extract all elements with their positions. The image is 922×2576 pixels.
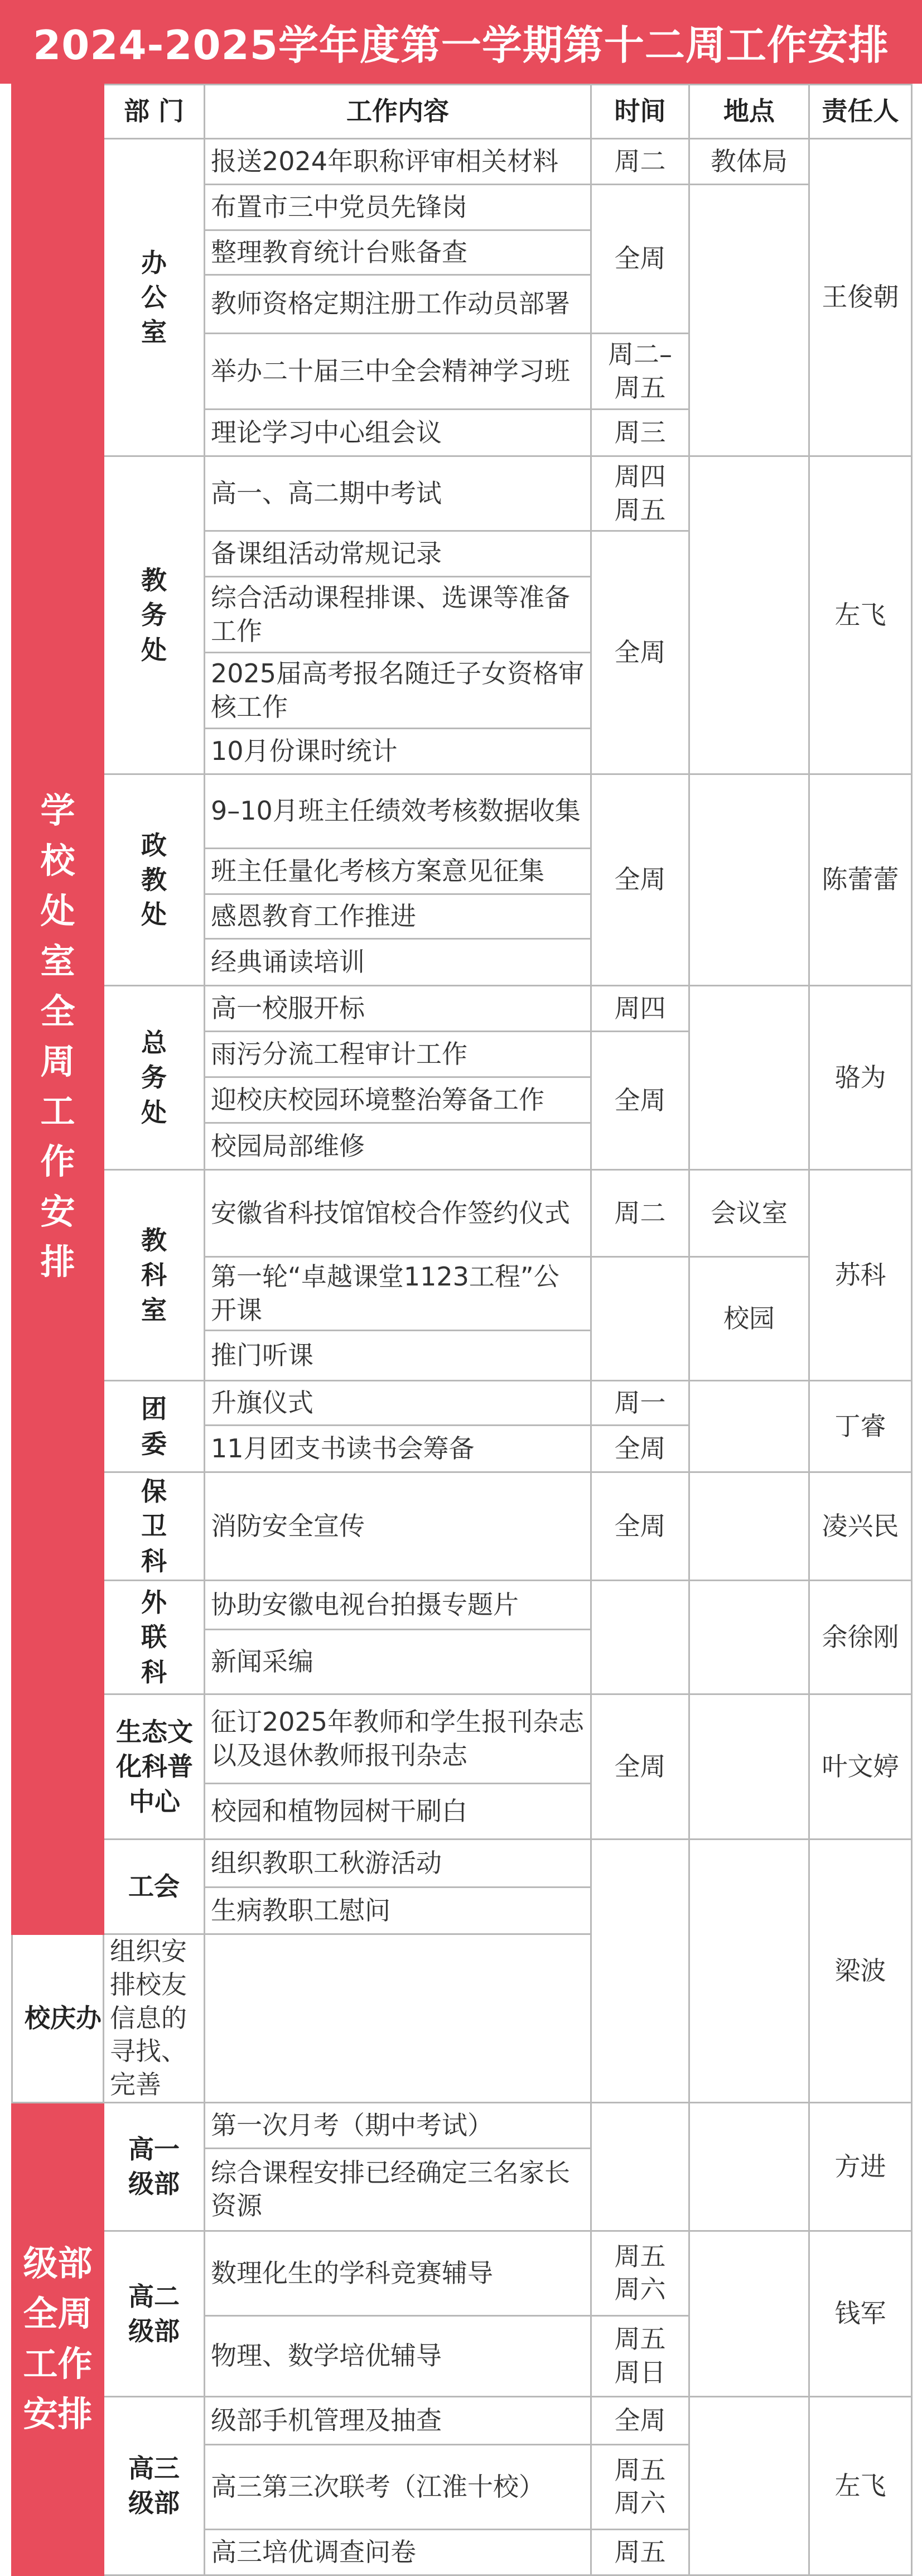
time-cell: [591, 1840, 689, 2103]
task-cell: 高三培优调查问卷: [205, 2529, 591, 2575]
table-row: [12, 774, 912, 849]
task-cell: 安徽省科技馆馆校合作签约仪式: [205, 1170, 591, 1257]
time-cell: 周五周日: [591, 2315, 689, 2396]
person-external: 余徐刚: [809, 1581, 912, 1694]
time-cell: 全周: [591, 1426, 689, 1472]
table-row: [12, 986, 912, 1032]
place-cell: [689, 456, 809, 774]
time-cell: 周五周六: [591, 2444, 689, 2529]
place-cell: [689, 1581, 809, 1694]
dept-office: 办公室: [104, 139, 205, 456]
time-cell: [591, 1257, 689, 1381]
table-row: [12, 139, 912, 185]
place-cell: [689, 1381, 809, 1472]
person-research: 苏科: [809, 1170, 912, 1381]
header-person: 责任人: [809, 85, 912, 139]
person-g3: 左飞: [809, 2396, 912, 2575]
page-title: 2024-2025学年度第一学期第十二周工作安排: [0, 0, 922, 84]
time-cell: 全周: [591, 185, 689, 334]
task-cell: 理论学习中心组会议: [205, 410, 591, 456]
section-school: 学校处室全周工作安排: [12, 139, 104, 1934]
time-cell: 周二: [591, 139, 689, 185]
table-row: [12, 1170, 912, 1257]
time-cell: 全周: [591, 531, 689, 774]
task-cell: 协助安徽电视台拍摄专题片: [205, 1581, 591, 1630]
task-cell: 布置市三中党员先锋岗: [205, 185, 591, 230]
person-academic: 左飞: [809, 456, 912, 774]
person-office: 王俊朝: [809, 139, 912, 456]
table-row: [12, 2102, 912, 2148]
time-cell: 全周: [591, 1032, 689, 1170]
header-row: [12, 85, 912, 139]
table-row: [12, 1472, 912, 1581]
task-cell: 雨污分流工程审计工作: [205, 1032, 591, 1077]
time-cell: 周二–周五: [591, 334, 689, 410]
place-cell: [689, 986, 809, 1170]
table-row: [12, 1694, 912, 1784]
table-row: [12, 1381, 912, 1426]
time-cell: 周二: [591, 1170, 689, 1257]
table-row: [12, 1581, 912, 1630]
place-cell: [689, 774, 809, 986]
person-g1: 方进: [809, 2102, 912, 2231]
task-cell: 组织安排校友信息的寻找、完善: [104, 1934, 205, 2103]
time-cell: 全周: [591, 2396, 689, 2444]
task-cell: 综合活动课程排课、选课等准备工作: [205, 577, 591, 653]
task-cell: 新闻采编: [205, 1630, 591, 1694]
task-cell: 级部手机管理及抽查: [205, 2396, 591, 2444]
time-cell: 全周: [591, 774, 689, 986]
task-cell: 报送2024年职称评审相关材料: [205, 139, 591, 185]
task-cell: 整理教育统计台账备查: [205, 230, 591, 275]
task-cell: 第一次月考（期中考试）: [205, 2102, 591, 2148]
person-security: 凌兴民: [809, 1472, 912, 1581]
task-cell: 备课组活动常规记录: [205, 531, 591, 577]
task-cell: 高一校服开标: [205, 986, 591, 1032]
task-cell: 迎校庆校园环境整治筹备工作: [205, 1077, 591, 1123]
task-cell: 推门听课: [205, 1331, 591, 1381]
task-cell: 高一、高二期中考试: [205, 456, 591, 531]
header-place: 地点: [689, 85, 809, 139]
dept-g2: 高二级部: [104, 2231, 205, 2396]
task-cell: 2025届高考报名随迁子女资格审核工作: [205, 653, 591, 729]
task-cell: 征订2025年教师和学生报刊杂志以及退休教师报刊杂志: [205, 1694, 591, 1784]
dept-eco: 生态文化科普中心: [104, 1694, 205, 1840]
place-cell: [689, 1694, 809, 1840]
task-cell: 经典诵读培训: [205, 939, 591, 986]
time-cell: 全周: [591, 1694, 689, 1840]
table-row: [12, 2231, 912, 2315]
dept-general: 总务处: [104, 986, 205, 1170]
task-cell: 11月团支书读书会筹备: [205, 1426, 591, 1472]
time-cell: 周四: [591, 986, 689, 1032]
task-cell: 生病教职工慰问: [205, 1888, 591, 1934]
task-cell: 数理化生的学科竞赛辅导: [205, 2231, 591, 2315]
task-cell: 感恩教育工作推进: [205, 894, 591, 939]
header-corner: [12, 85, 104, 139]
time-cell: 全周: [591, 1472, 689, 1581]
place-cell: 教体局: [689, 139, 809, 185]
table-row: [12, 1840, 912, 1888]
task-cell: 高三第三次联考（江淮十校）: [205, 2444, 591, 2529]
task-cell: 综合课程安排已经确定三名家长资源: [205, 2148, 591, 2231]
dept-league: 团委: [104, 1381, 205, 1472]
dept-g3: 高三级部: [104, 2396, 205, 2575]
place-cell: 校园: [689, 1257, 809, 1381]
time-cell: [591, 2102, 689, 2231]
person-league: 丁睿: [809, 1381, 912, 1472]
place-cell: [689, 2231, 809, 2396]
dept-research: 教科室: [104, 1170, 205, 1381]
person-eco: 叶文婷: [809, 1694, 912, 1840]
dept-union: 工会: [104, 1840, 205, 1934]
time-cell: 周五: [591, 2529, 689, 2575]
task-cell: 教师资格定期注册工作动员部署: [205, 275, 591, 334]
place-cell: [689, 1840, 809, 2103]
task-cell: 10月份课时统计: [205, 729, 591, 774]
dept-political: 政教处: [104, 774, 205, 986]
task-cell: 校园局部维修: [205, 1123, 591, 1170]
dept-academic: 教务处: [104, 456, 205, 774]
task-cell: 校园和植物园树干刷白: [205, 1784, 591, 1840]
time-cell: 周三: [591, 410, 689, 456]
task-cell: 班主任量化考核方案意见征集: [205, 849, 591, 894]
table-row: [12, 2396, 912, 2444]
task-cell: 举办二十届三中全会精神学习班: [205, 334, 591, 410]
table-row: [12, 456, 912, 531]
time-cell: [591, 1581, 689, 1694]
task-cell: 升旗仪式: [205, 1381, 591, 1426]
header-time: 时间: [591, 85, 689, 139]
task-cell: 物理、数学培优辅导: [205, 2315, 591, 2396]
place-cell: [689, 185, 809, 456]
place-cell: [689, 2102, 809, 2231]
section-grade: 级部全周工作安排: [12, 2102, 104, 2575]
person-political: 陈蕾蕾: [809, 774, 912, 986]
person-union: 梁波: [809, 1840, 912, 2103]
time-cell: 周四周五: [591, 456, 689, 531]
dept-external: 外联科: [104, 1581, 205, 1694]
header-content: 工作内容: [205, 85, 591, 139]
time-cell: 周一: [591, 1381, 689, 1426]
dept-anniv: 校庆办: [12, 1934, 104, 2103]
task-cell: 9–10月班主任绩效考核数据收集: [205, 774, 591, 849]
dept-security: 保卫科: [104, 1472, 205, 1581]
time-cell: 周五周六: [591, 2231, 689, 2315]
task-cell: 消防安全宣传: [205, 1472, 591, 1581]
task-cell: 第一轮“卓越课堂1123工程”公开课: [205, 1257, 591, 1331]
person-g2: 钱军: [809, 2231, 912, 2396]
place-cell: 会议室: [689, 1170, 809, 1257]
schedule-table: [11, 84, 913, 2576]
dept-g1: 高一级部: [104, 2102, 205, 2231]
person-general: 骆为: [809, 986, 912, 1170]
place-cell: [689, 2396, 809, 2575]
task-cell: 组织教职工秋游活动: [205, 1840, 591, 1888]
header-dept: 部 门: [104, 85, 205, 139]
place-cell: [689, 1472, 809, 1581]
